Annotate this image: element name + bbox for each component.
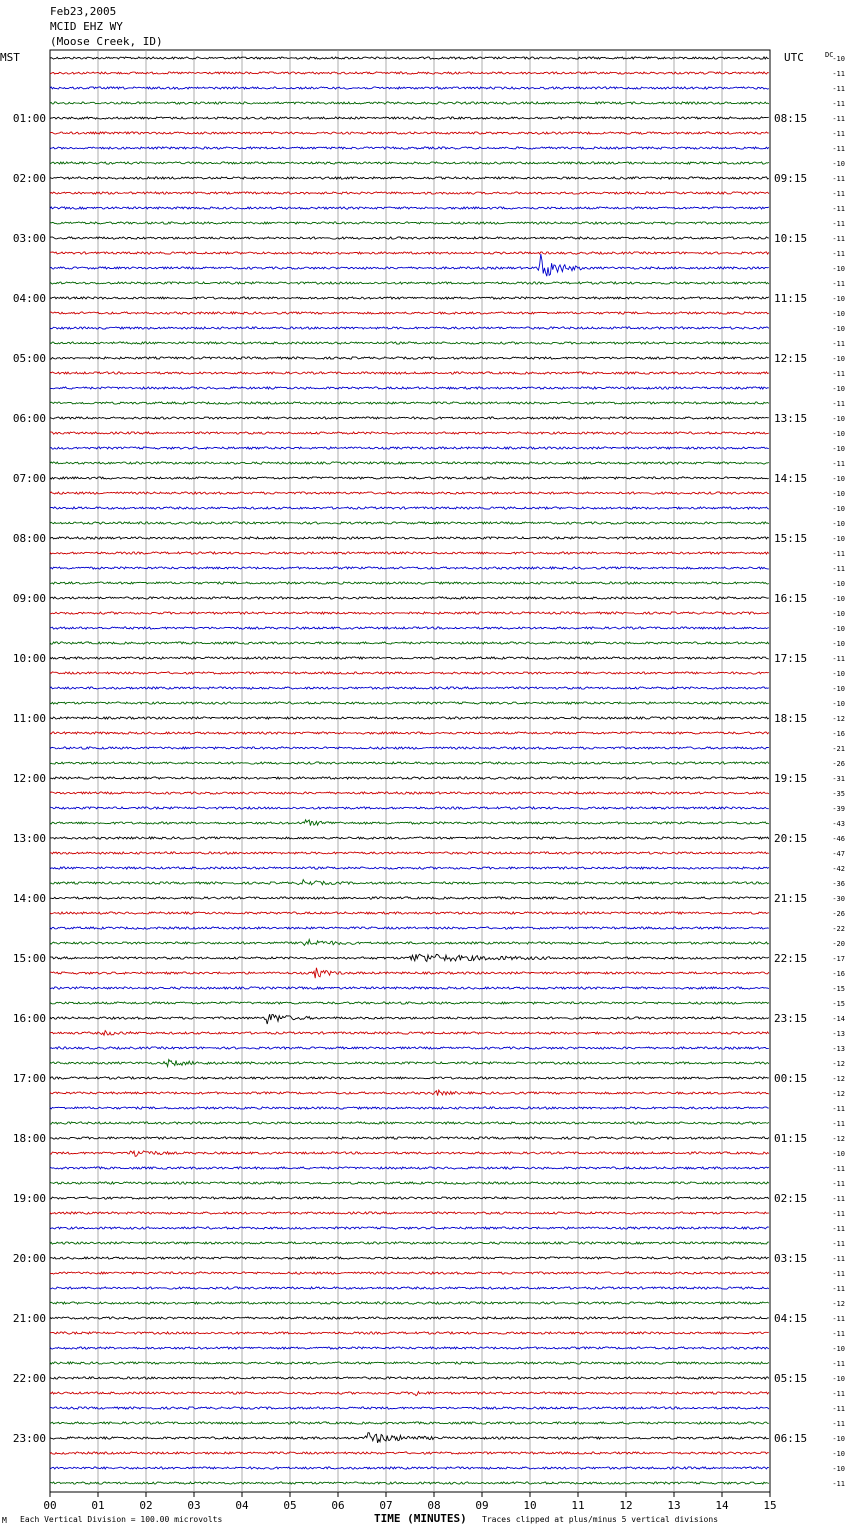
trace-line [50,1332,769,1334]
x-tick-label: 12 [619,1499,633,1512]
trace-line [50,642,769,644]
right-hour-label: 00:15 [774,1072,808,1085]
left-hour-label: 13:00 [12,832,46,845]
x-tick-label: 11 [571,1499,585,1512]
dc-offset-label: -22 [832,925,845,933]
trace-line [50,462,769,464]
right-hour-label: 12:15 [774,352,808,365]
dc-offset-label: -11 [832,145,845,153]
right-hour-label: 13:15 [774,412,808,425]
dc-offset-label: -13 [832,1045,845,1053]
dc-offset-label: -11 [832,1270,845,1278]
dc-offset-label: -11 [832,1210,845,1218]
dc-offset-label: -39 [832,805,845,813]
trace-line [50,252,769,254]
trace-line [50,552,769,554]
trace-line [50,717,769,719]
dc-offset-label: -11 [832,1195,845,1203]
trace-line [50,807,769,809]
left-hour-label: 04:00 [12,292,46,305]
trace-line [50,927,769,929]
dc-offset-label: -10 [832,535,845,543]
right-axis-title: UTC [784,51,804,64]
trace-line [50,72,769,74]
trace-line [50,1047,769,1049]
trace-line [50,1452,769,1454]
trace-line [50,852,769,854]
trace-line [50,1212,769,1214]
dc-offset-label: -10 [832,1465,845,1473]
x-tick-label: 14 [715,1499,729,1512]
x-tick-label: 04 [235,1499,249,1512]
dc-offset-label: -10 [832,160,845,168]
dc-offset-label: -11 [832,70,845,78]
left-hour-label: 12:00 [12,772,46,785]
right-hour-label: 03:15 [774,1252,808,1265]
trace-line [50,492,769,494]
trace-line [50,897,769,899]
left-hour-label: 20:00 [12,1252,46,1265]
trace-line [50,1137,769,1139]
scale-note: Each Vertical Division = 100.00 microvolts [20,1515,223,1524]
dc-offset-label: -14 [832,1015,845,1023]
trace-line [50,612,769,614]
trace-line [50,417,769,419]
trace-line [50,1090,769,1096]
dc-offset-label: -11 [832,370,845,378]
trace-line [50,747,769,749]
trace-line [50,582,769,584]
dc-offset-label: -11 [832,1420,845,1428]
trace-line [50,837,769,839]
dc-offset-label: -46 [832,835,845,843]
clip-note: Traces clipped at plus/minus 5 vertical divisions [482,1515,719,1524]
right-hour-label: 14:15 [774,472,808,485]
right-hour-label: 23:15 [774,1012,808,1025]
dc-offset-label: -11 [832,100,845,108]
dc-offset-label: -11 [832,250,845,258]
dc-offset-label: -11 [832,565,845,573]
dc-offset-label: -10 [832,310,845,318]
trace-line [50,940,769,946]
dc-offset-label: -31 [832,775,845,783]
dc-offset-label: -11 [832,220,845,228]
trace-line [50,372,769,374]
left-hour-label: 14:00 [12,892,46,905]
dc-offset-label: -47 [832,850,845,858]
left-hour-label: 01:00 [12,112,46,125]
trace-group [50,57,769,1484]
dc-offset-label: -16 [832,730,845,738]
trace-line [50,1467,769,1469]
right-hour-label: 22:15 [774,952,808,965]
trace-line [50,1422,769,1424]
dc-offset-label: -11 [832,1225,845,1233]
dc-offset-label: -11 [832,1180,845,1188]
x-tick-label: 05 [283,1499,297,1512]
dc-offset-label: -12 [832,1135,845,1143]
dc-offset-label: -12 [832,1090,845,1098]
dc-offset-label: -10 [832,580,845,588]
x-tick-label: 02 [139,1499,153,1512]
trace-line [50,1482,769,1484]
x-tick-label: 00 [43,1499,57,1512]
dc-offset-label: -10 [832,475,845,483]
dc-offset-label: -26 [832,760,845,768]
trace-line [50,477,769,479]
dc-offset-label: -11 [832,85,845,93]
x-tick-label: 08 [427,1499,441,1512]
trace-line [50,1257,769,1259]
dc-offset-label: -11 [832,1240,845,1248]
dc-offset-label: -10 [832,430,845,438]
dc-offset-label: -15 [832,1000,845,1008]
dc-offset-label: -11 [832,1315,845,1323]
trace-line [50,117,769,119]
trace-line [50,1347,769,1349]
dc-offset-label: -10 [832,610,845,618]
dc-offset-label: -20 [832,940,845,948]
dc-offset-label: -11 [832,1255,845,1263]
trace-line [50,880,769,885]
left-hour-label: 17:00 [12,1072,46,1085]
trace-line [50,222,769,224]
dc-offset-label: -10 [832,490,845,498]
dc-offset-label: -12 [832,1300,845,1308]
trace-line [50,968,769,978]
trace-line [50,1060,769,1067]
x-axis-title: TIME (MINUTES) [374,1512,467,1525]
x-tick-label: 13 [667,1499,681,1512]
trace-line [50,402,769,404]
trace-line [50,282,769,284]
trace-line [50,867,769,869]
header-date: Feb23,2005 [50,5,117,18]
trace-line [50,687,769,689]
right-hour-label: 16:15 [774,592,808,605]
trace-line [50,1272,769,1274]
left-hour-label: 05:00 [12,352,46,365]
right-hour-label: 15:15 [774,532,808,545]
dc-offset-label: -11 [832,190,845,198]
dc-offset-label: -11 [832,1165,845,1173]
plot-frame [50,50,770,1492]
dc-offset-label: -11 [832,1330,845,1338]
trace-line [50,762,769,764]
right-hour-label: 19:15 [774,772,808,785]
right-hour-label: 20:15 [774,832,808,845]
trace-line [50,357,769,359]
trace-line [50,672,769,674]
dc-offset-label: -13 [832,1030,845,1038]
trace-line [50,387,769,389]
trace-line [50,432,769,434]
trace-line [50,1122,769,1124]
left-hour-label: 19:00 [12,1192,46,1205]
trace-line [50,732,769,734]
trace-line [50,987,769,989]
dc-offset-label: -30 [832,895,845,903]
trace-line [50,1362,769,1364]
dc-offset-label: -42 [832,865,845,873]
dc-offset-label: -10 [832,625,845,633]
dc-offset-label: -43 [832,820,845,828]
dc-offset-label: -11 [832,460,845,468]
trace-line [50,537,769,539]
left-axis-title: MST [0,51,20,64]
trace-line [50,177,769,179]
dc-offset-label: -11 [832,1285,845,1293]
dc-offset-label: -15 [832,985,845,993]
trace-line [50,1077,769,1079]
dc-offset-label: -11 [832,550,845,558]
dc-offset-label: -10 [832,1345,845,1353]
dc-offset-label: -11 [832,1405,845,1413]
trace-line [50,342,769,344]
left-hour-label: 22:00 [12,1372,46,1385]
trace-line [50,1377,769,1379]
dc-offset-label: -10 [832,1375,845,1383]
dc-offset-label: -10 [832,670,845,678]
trace-line [50,912,769,914]
left-hour-label: 23:00 [12,1432,46,1445]
trace-line [50,1197,769,1199]
trace-line [50,792,769,794]
dc-offset-label: -11 [832,235,845,243]
corner-mark: M [2,1516,7,1525]
grid-lines [50,50,770,1492]
trace-line [50,132,769,134]
trace-line [50,627,769,629]
dc-offset-label: -11 [832,1105,845,1113]
trace-line [50,567,769,569]
dc-offset-label: -10 [832,1150,845,1158]
left-hour-label: 07:00 [12,472,46,485]
dc-offset-label: -16 [832,970,845,978]
dc-offset-label: -10 [832,1435,845,1443]
dc-offset-label: -10 [832,325,845,333]
x-tick-label: 10 [523,1499,537,1512]
left-hour-label: 16:00 [12,1012,46,1025]
right-hour-label: 10:15 [774,232,808,245]
trace-line [50,1317,769,1319]
trace-line [50,820,769,826]
trace-line [50,102,769,104]
trace-line [50,1407,769,1409]
x-tick-label: 09 [475,1499,489,1512]
left-hour-label: 21:00 [12,1312,46,1325]
trace-line [50,1031,769,1036]
trace-line [50,954,769,961]
dc-offset-label: -11 [832,280,845,288]
dc-offset-label: -10 [832,355,845,363]
right-hour-label: 21:15 [774,892,808,905]
x-tick-label: 03 [187,1499,201,1512]
dc-offset-label: -11 [832,400,845,408]
right-hour-label: 05:15 [774,1372,808,1385]
right-hour-label: 18:15 [774,712,808,725]
dc-offset-label: -11 [832,1480,845,1488]
dc-offset-label: -10 [832,55,845,63]
left-hour-label: 18:00 [12,1132,46,1145]
dc-offset-label: -12 [832,1060,845,1068]
dc-offset-label: -11 [832,1390,845,1398]
dc-offset-label: -35 [832,790,845,798]
dc-offset-label: -17 [832,955,845,963]
trace-line [50,777,769,779]
dc-offset-label: -11 [832,205,845,213]
trace-line [50,162,769,164]
trace-line [50,447,769,449]
right-hour-label: 01:15 [774,1132,808,1145]
dc-offset-label: -11 [832,1120,845,1128]
dc-offset-label: -12 [832,715,845,723]
dc-offset-label: -26 [832,910,845,918]
dc-offset-label: -10 [832,1450,845,1458]
header-location: (Moose Creek, ID) [50,35,163,48]
trace-line [50,87,769,89]
dc-offset-label: -21 [832,745,845,753]
left-hour-label: 11:00 [12,712,46,725]
trace-line [50,1302,769,1304]
dc-offset-label: -10 [832,595,845,603]
trace-line [50,1167,769,1169]
dc-offset-label: -11 [832,175,845,183]
x-tick-label: 07 [379,1499,393,1512]
dc-offset-label: -10 [832,685,845,693]
dc-offset-label: -10 [832,265,845,273]
left-hour-label: 06:00 [12,412,46,425]
trace-line [50,1014,769,1024]
trace-line [50,657,769,659]
trace-line [50,702,769,704]
left-hour-label: 09:00 [12,592,46,605]
left-hour-label: 10:00 [12,652,46,665]
trace-line [50,147,769,149]
dc-offset-label: -10 [832,415,845,423]
trace-line [50,507,769,509]
trace-line [50,297,769,299]
dc-label: DC [825,51,834,59]
right-hour-label: 17:15 [774,652,808,665]
trace-line [50,1392,769,1396]
trace-line [50,522,769,524]
trace-line [50,207,769,209]
dc-offset-label: -12 [832,1075,845,1083]
trace-line [50,312,769,314]
trace-line [50,1182,769,1184]
dc-offset-label: -11 [832,130,845,138]
dc-offset-label: -11 [832,115,845,123]
trace-line [50,1107,769,1109]
right-hour-label: 02:15 [774,1192,808,1205]
x-tick-label: 15 [763,1499,777,1512]
right-hour-label: 06:15 [774,1432,808,1445]
x-tick-label: 01 [91,1499,105,1512]
dc-offset-label: -10 [832,445,845,453]
left-hour-label: 03:00 [12,232,46,245]
trace-line [50,1227,769,1229]
dc-offset-label: -10 [832,385,845,393]
header-station: MCID EHZ WY [50,20,123,33]
trace-line [50,1002,769,1004]
trace-line [50,1151,769,1156]
dc-offset-label: -11 [832,340,845,348]
trace-line [50,254,769,276]
left-hour-label: 15:00 [12,952,46,965]
dc-offset-label: -36 [832,880,845,888]
trace-line [50,192,769,194]
left-hour-label: 02:00 [12,172,46,185]
dc-offset-label: -10 [832,640,845,648]
right-hour-label: 11:15 [774,292,808,305]
dc-offset-label: -11 [832,1360,845,1368]
left-hour-label: 08:00 [12,532,46,545]
trace-line [50,1242,769,1244]
axis-labels [0,51,845,1512]
right-hour-label: 09:15 [774,172,808,185]
right-hour-label: 08:15 [774,112,808,125]
trace-line [50,1433,769,1443]
dc-offset-label: -11 [832,655,845,663]
dc-offset-label: -10 [832,700,845,708]
x-tick-label: 06 [331,1499,345,1512]
dc-offset-label: -10 [832,505,845,513]
trace-line [50,237,769,239]
right-hour-label: 04:15 [774,1312,808,1325]
dc-offset-label: -10 [832,295,845,303]
trace-line [50,57,769,59]
trace-line [50,597,769,599]
dc-offset-label: -10 [832,520,845,528]
trace-line [50,327,769,329]
trace-line [50,1287,769,1289]
